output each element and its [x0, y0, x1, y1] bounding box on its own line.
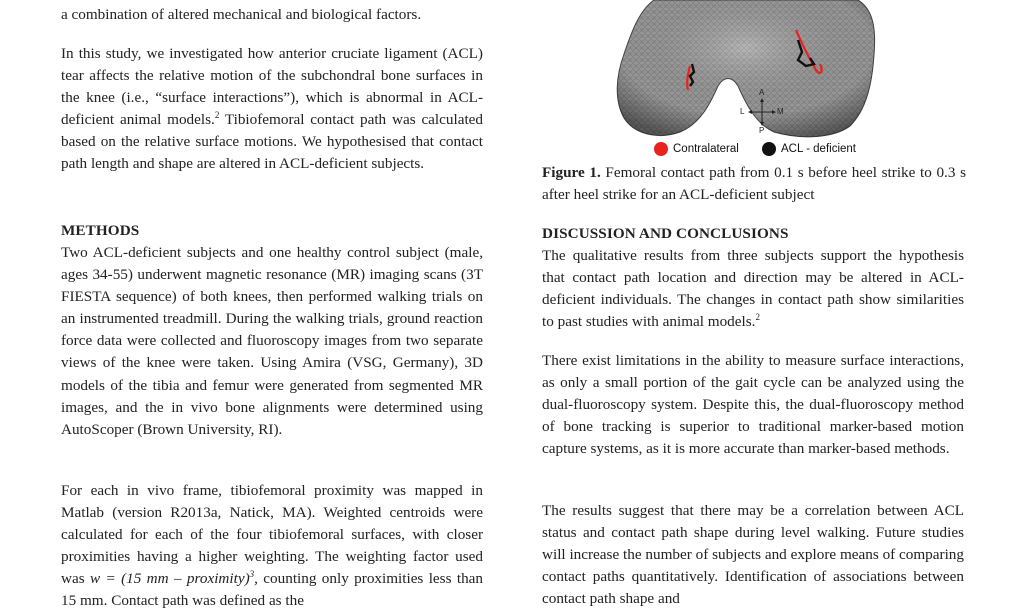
figure-caption: [542, 162, 966, 206]
methods-p2-text-a: For each in vivo frame, tibiofemoral proximity was mapped in Matlab (version R2013a, Natick, MA). Weighted centroids were calculated for each of the four tibiofemoral surfaces, with closer proximities having a higher weighting. The weighting factor used was: [61, 482, 483, 588]
orientation-compass: [740, 88, 784, 136]
methods-paragraph-2: [61, 480, 483, 613]
legend-dot-red: [654, 142, 668, 156]
legend-label-contralateral: Contralateral: [673, 143, 739, 155]
methods-p2-text-b: , counting only proximities less than 15 mm. Contact path was defined as the: [61, 570, 483, 610]
intro-text-cont: Tibiofemoral contact path was calculated based on the relative surface motions. We hypothesised that contact path length and shape are altered in ACL-deficient subjects.: [61, 111, 483, 173]
legend-item-acl-deficient: [762, 142, 856, 156]
figure-legend: [654, 142, 914, 160]
discussion-paragraph-3: The results suggest that there may be a correlation between ACL status and contact path shape during level walking. Future studies will increase the number of subjects and explore means of comparing contact paths quantitatively. Identification of associations between contact path shape and: [542, 502, 964, 608]
legend-dot-black: [762, 142, 776, 156]
formula-exponent: 3: [249, 569, 255, 580]
caption-text: Femoral contact path from 0.1 s before heel strike to 0.3 s after heel strike for an ACL-deficient subject: [542, 164, 966, 204]
methods-paragraph: Two ACL-deficient subjects and one healthy control subject (male, ages 34-55) underwent magnetic resonance (MR) imaging scans (3T FIESTA sequence) of both knees, then performed walking trials on an instrumented treadmill. During the walking trials, ground reaction force data were collected and fluoroscopy images from two separate views of the knee were taken. Using Amira (VSG, Germany), 3D models of the tibia and femur were generated from segmented MR images, and the in vivo bone alignments were determined using AutoScoper (Brown University, RI).: [61, 244, 483, 438]
caption-label: Figure 1.: [542, 164, 601, 181]
intro-paragraph: [61, 43, 483, 176]
methods-heading: METHODS: [61, 222, 140, 239]
weighting-formula: w = (15 mm – proximity): [89, 570, 250, 588]
discussion-paragraph-2: There exist limitations in the ability to measure surface interactions, as only a small portion of the gait cycle can be analyzed using the dual-fluoroscopy system. Despite this, the dual-fluoroscopy method of bone tracking is superior to traditional marker-based motion capture systems, as it is more accurate than marker-based methods.: [542, 352, 964, 458]
discussion-ref: 2: [755, 312, 760, 323]
compass-lateral: L: [740, 107, 745, 116]
discussion-heading: DISCUSSION AND CONCLUSIONS: [542, 225, 789, 242]
intro-ref: 2: [214, 110, 220, 121]
compass-anterior: A: [759, 88, 765, 97]
intro-tail: a combination of altered mechanical and biological factors.: [61, 6, 422, 23]
discussion-paragraph-1: [542, 245, 964, 333]
compass-medial: M: [777, 107, 784, 116]
legend-item-contralateral: [654, 142, 739, 156]
legend-label-acl-deficient: ACL - deficient: [781, 143, 856, 155]
figure-1: [606, 0, 916, 162]
discussion-p1-text: The qualitative results from three subjects support the hypothesis that contact path location and direction may be altered in ACL-deficient individuals. The changes in contact path show similarities to past studies with animal models.: [542, 247, 964, 331]
intro-text: In this study, we investigated how anterior cruciate ligament (ACL) tear affects the relative motion of the subchondral bone surfaces in the knee (i.e., “surface interactions”), which is abnormal in ACL-deficient animal models.: [61, 45, 483, 129]
compass-posterior: P: [759, 126, 765, 135]
